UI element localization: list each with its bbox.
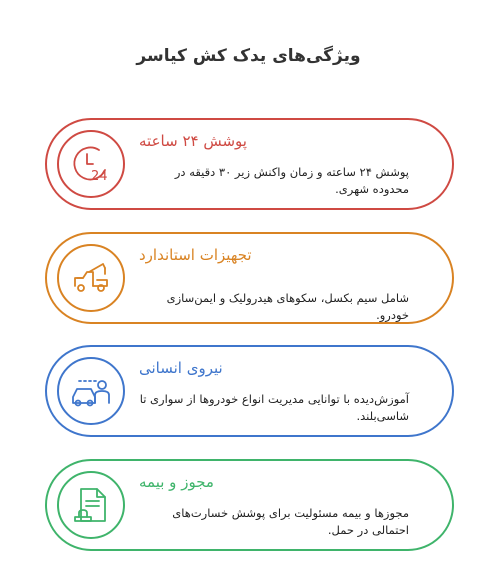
page-title: ویژگی‌های یدک کش کیاسر [136,46,361,66]
card-heading: مجوز و بیمه [139,473,214,491]
card-description: پوشش ۲۴ ساعته و زمان واکنش زیر ۳۰ دقیقه در محدوده شهری. [174,165,409,196]
feature-card-personnel [45,345,454,437]
tow-truck-icon [57,244,125,312]
card-description: آموزش‌دیده با توانایی مدیریت انواع خودروها از سواری تا شاسی‌بلند. [139,392,409,423]
svg-text:24: 24 [91,169,108,184]
feature-card-coverage [45,118,454,210]
feature-card-equipment [45,232,454,324]
feature-card-license [45,459,454,551]
card-heading: پوشش ۲۴ ساعته [139,132,247,150]
document-stamp-icon [57,471,125,539]
person-car-icon [57,357,125,425]
card-heading: تجهیزات استاندارد [139,246,252,264]
card-heading: نیروی انسانی [139,359,223,377]
clock-24-icon [57,130,125,198]
card-description: مجوزها و بیمه مسئولیت برای پوشش خسارت‌های احتمالی در حمل. [172,506,409,537]
card-description: شامل سیم بکسل، سکوهای هیدرولیک و ایمن‌سازی خودرو. [166,291,409,322]
